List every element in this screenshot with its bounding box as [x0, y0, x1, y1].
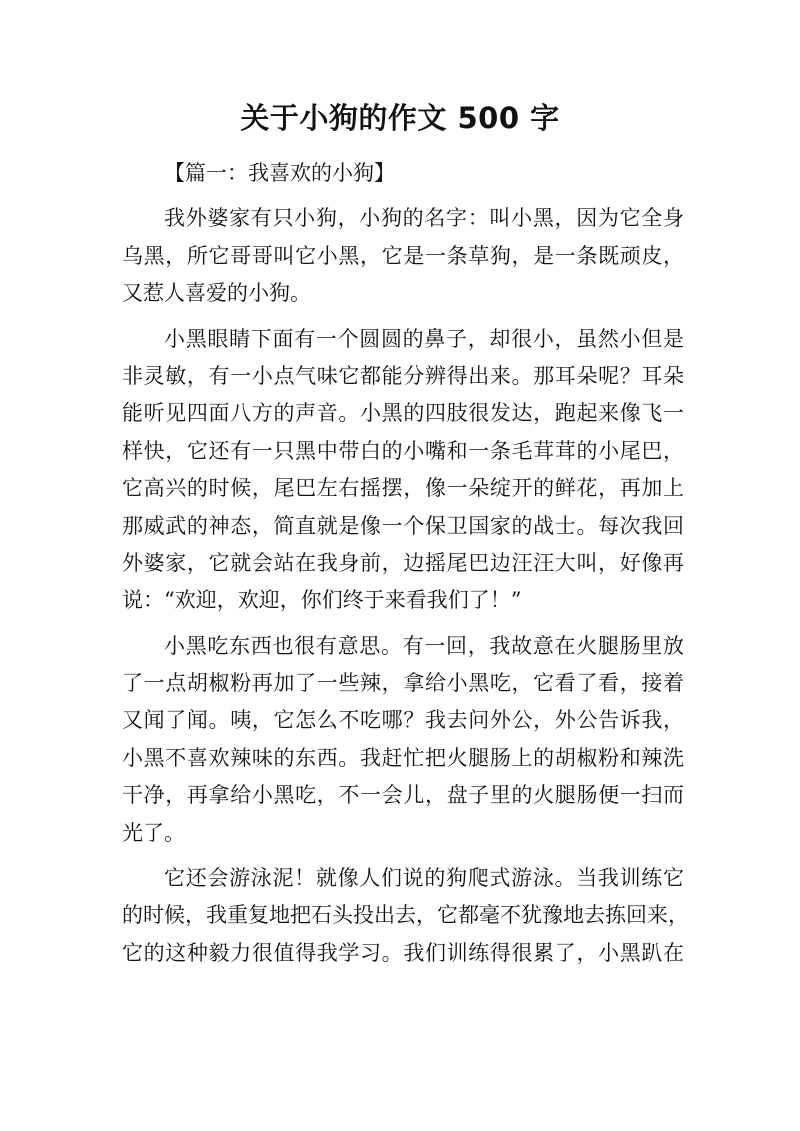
paragraph-spacer [122, 313, 684, 321]
paragraph-line: 它高兴的时候，尾巴左右摇摆，像一朵绽开的鲜花，再加上 [122, 476, 684, 501]
paragraph-line: 它还会游泳泥！就像人们说的狗爬式游泳。当我训练它 [164, 866, 684, 891]
paragraph-line: 了一点胡椒粉再加了一些辣，拿给小黑吃，它看了看，接着 [122, 671, 684, 696]
paragraph-line: 样快，它还有一只黑中带白的小嘴和一条毛茸茸的小尾巴， [122, 438, 684, 463]
paragraph-line: 我外婆家有只小狗，小狗的名字：叫小黑，因为它全身 [164, 206, 684, 231]
paragraph-spacer [122, 852, 684, 860]
paragraph-line: 光了。 [122, 820, 185, 845]
paragraph-spacer [122, 620, 684, 628]
section-heading: 【篇一：我喜欢的小狗】 [164, 161, 395, 185]
paragraph [122, 852, 689, 972]
paragraph-line: 小黑吃东西也很有意思。有一回，我故意在火腿肠里放 [164, 633, 684, 658]
paragraph-line: 外婆家，它就会站在我身前，边摇尾巴边汪汪大叫，好像再 [122, 550, 684, 575]
paragraph-line: 干净，再拿给小黑吃，不一会儿，盘子里的火腿肠便一扫而 [122, 783, 684, 808]
paragraph-line: 的时候，我重复地把石头投出去，它都毫不犹豫地去拣回来， [122, 903, 689, 928]
paragraph-line: 能听见四面八方的声音。小黑的四肢很发达，跑起来像飞一 [122, 401, 684, 426]
paragraph [122, 313, 684, 620]
paragraph-line: 又惹人喜爱的小狗。 [122, 281, 311, 306]
paragraph-line: 小黑不喜欢辣味的东西。我赶忙把火腿肠上的胡椒粉和辣洗 [122, 745, 684, 770]
paragraph-line: 又闻了闻。咦，它怎么不吃哪？我去问外公，外公告诉我， [122, 708, 684, 733]
paragraph-line: 说：“欢迎，欢迎，你们终于来看我们了！” [122, 588, 522, 613]
paragraph-line: 非灵敏，有一小点气味它都能分辨得出来。那耳朵呢？耳朵 [122, 363, 684, 388]
paragraph [122, 192, 684, 312]
document-body [122, 155, 689, 972]
paragraph-spacer [122, 192, 684, 200]
paragraph-line: 那威武的神态，简直就是像一个保卫国家的战士。每次我回 [122, 513, 684, 538]
paragraph-line: 它的这种毅力很值得我学习。我们训练得很累了，小黑趴在 [122, 940, 684, 965]
paragraph-line: 小黑眼睛下面有一个圆圆的鼻子，却很小，虽然小但是 [164, 326, 684, 351]
paragraph [122, 620, 684, 852]
document-title: 关于小狗的作文 500 字 [240, 101, 560, 135]
paragraph-list [122, 192, 689, 972]
paragraph-line: 乌黑，所它哥哥叫它小黑，它是一条草狗，是一条既顽皮， [122, 243, 684, 268]
